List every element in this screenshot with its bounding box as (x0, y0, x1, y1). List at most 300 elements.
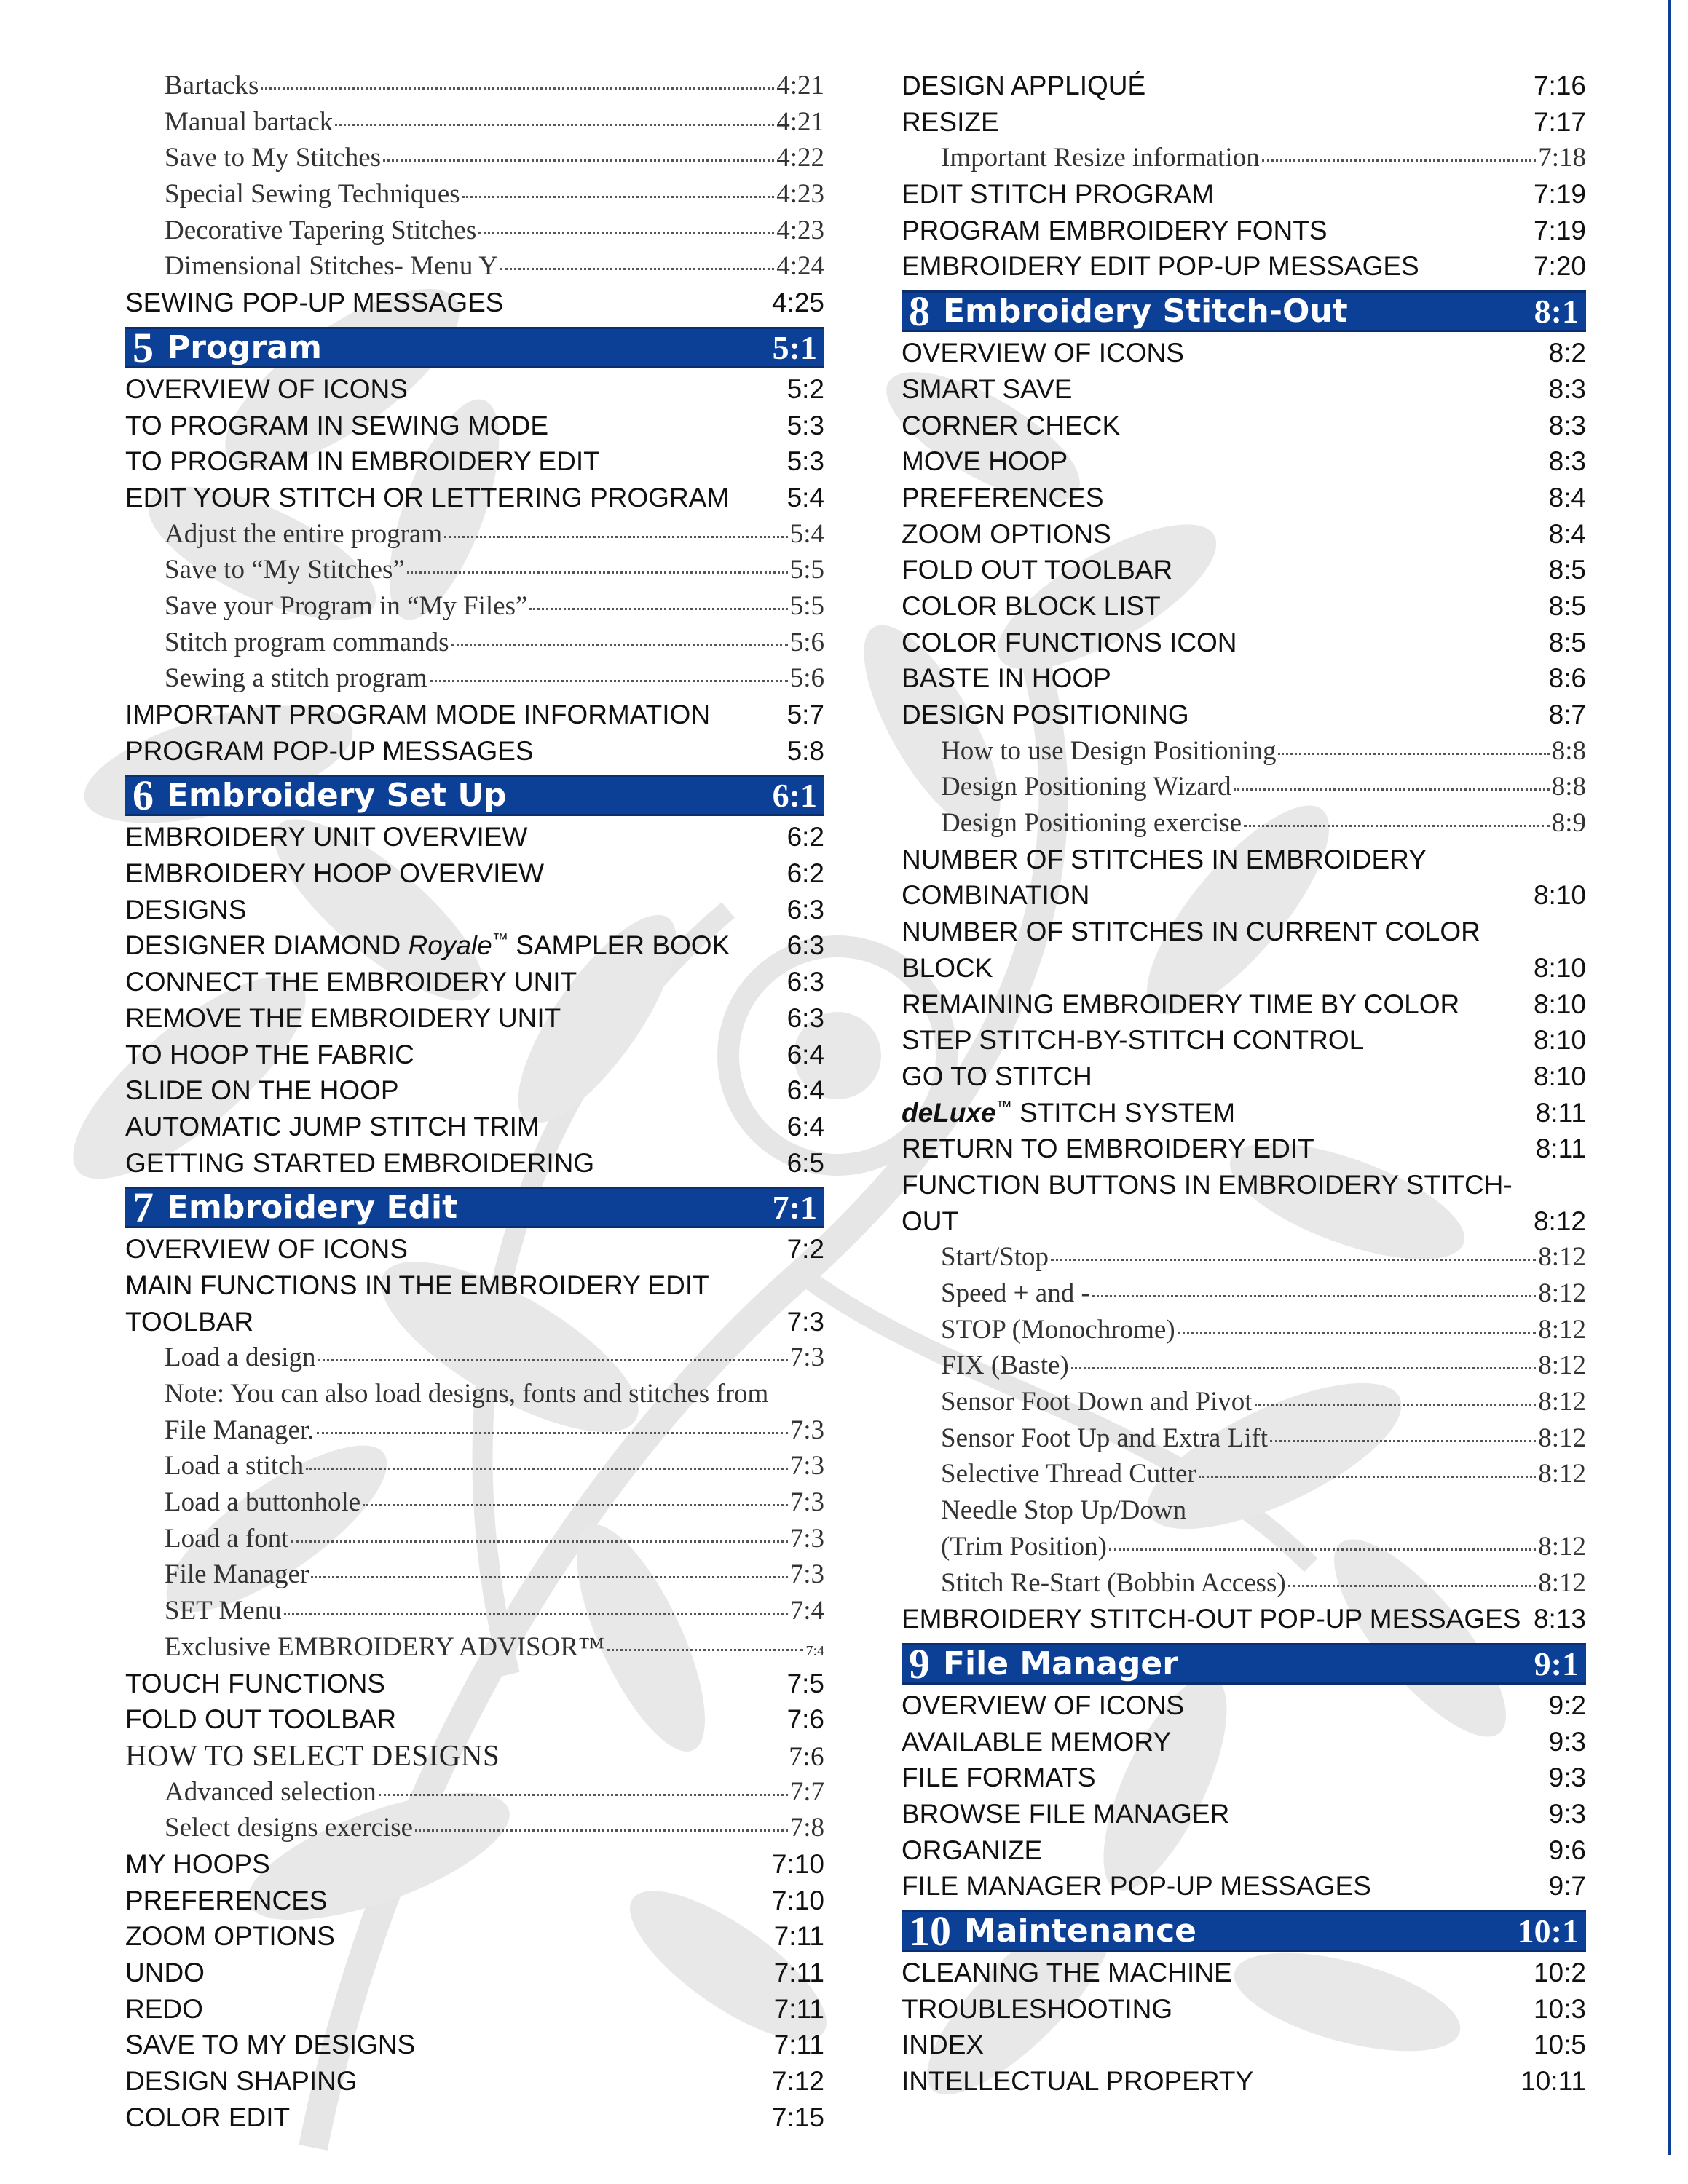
toc-entry-title: Important Resize information (941, 143, 1260, 173)
toc-entry[interactable] (902, 213, 1586, 249)
toc-entry-title: PROGRAM EMBROIDERY FONTS (902, 215, 1328, 245)
toc-entry[interactable] (125, 1072, 824, 1109)
toc-entry[interactable] (125, 892, 824, 928)
section-header-maintenance[interactable] (902, 1907, 1586, 1955)
toc-entry-page: 7:3 (789, 1342, 824, 1373)
toc-entry-page: 8:12 (1538, 1459, 1586, 1489)
toc-entry[interactable] (902, 248, 1586, 285)
title-prefix: DESIGNER DIAMOND (125, 930, 409, 961)
toc-entry-page: 5:4 (786, 482, 824, 513)
toc-entry[interactable] (125, 443, 824, 480)
toc-entry-title: File Manager (165, 1559, 309, 1590)
toc-entry[interactable] (902, 1565, 1586, 1602)
dot-leader (1278, 753, 1549, 755)
toc-entry-page: 8:12 (1538, 1350, 1586, 1381)
toc-entry-title: COLOR BLOCK LIST (902, 590, 1161, 621)
toc-entry-page: 8:12 (1538, 1387, 1586, 1417)
toc-entry-wrapped-line[interactable] (902, 914, 1586, 950)
toc-entry-page: 5:6 (789, 663, 824, 694)
toc-entry[interactable] (125, 927, 824, 964)
toc-entry[interactable] (902, 516, 1586, 553)
toc-entry-title: PREFERENCES (125, 1885, 328, 1915)
toc-entry-title: COMBINATION (902, 880, 1090, 911)
toc-entry[interactable] (902, 1796, 1586, 1832)
toc-entry[interactable] (902, 1688, 1586, 1724)
toc-entry[interactable] (125, 1037, 824, 1073)
toc-entry[interactable] (902, 1131, 1586, 1167)
toc-entry-page: 7:18 (1538, 143, 1586, 173)
toc-right-column (902, 68, 1586, 2100)
toc-entry[interactable] (902, 625, 1586, 661)
toc-entry[interactable] (125, 1918, 824, 1955)
toc-entry-title: RESIZE (902, 106, 999, 137)
toc-entry-title: Stitch Re-Start (Bobbin Access) (941, 1567, 1286, 1598)
toc-entry[interactable] (125, 480, 824, 516)
toc-entry-title: TO HOOP THE FABRIC (125, 1039, 414, 1069)
toc-entry[interactable] (125, 1774, 824, 1811)
section-header-file-manager[interactable] (902, 1639, 1586, 1688)
toc-entry[interactable] (902, 2063, 1586, 2100)
toc-entry-title: OVERVIEW OF ICONS (125, 373, 408, 404)
section-page: 6:1 (772, 777, 817, 815)
toc-entry[interactable] (902, 1384, 1586, 1420)
toc-entry-title: BROWSE FILE MANAGER (902, 1798, 1230, 1829)
toc-entry[interactable] (902, 1955, 1586, 1991)
toc-entry-page: 8:11 (1535, 1133, 1586, 1164)
toc-entry[interactable] (902, 1095, 1586, 1131)
toc-entry-page: 4:23 (776, 179, 824, 210)
toc-entry-page: 7:3 (789, 1487, 824, 1518)
toc-entry-title: Advanced selection (165, 1776, 376, 1807)
toc-entry[interactable] (125, 1701, 824, 1738)
toc-entry[interactable] (902, 1832, 1586, 1869)
toc-entry-title: INTELLECTUAL PROPERTY (902, 2066, 1254, 2097)
toc-entry-title: Note: You can also load designs, fonts and stitches from (165, 1379, 769, 1409)
toc-entry-page: 6:3 (786, 894, 824, 925)
dot-leader (291, 1540, 788, 1543)
toc-entry-page: 8:4 (1548, 518, 1586, 549)
toc-entry-title: SEWING POP-UP MESSAGES (125, 288, 504, 318)
toc-entry-page: 8:10 (1533, 880, 1586, 911)
toc-entry[interactable] (902, 68, 1586, 104)
toc-entry-page: 6:2 (786, 822, 824, 852)
toc-entry[interactable] (902, 733, 1586, 769)
toc-entry[interactable] (902, 552, 1586, 588)
toc-entry-title: EMBROIDERY UNIT OVERVIEW (125, 822, 528, 852)
toc-entry[interactable] (125, 1304, 824, 1340)
toc-entry-title: CLEANING THE MACHINE (902, 1958, 1232, 1987)
toc-entry-title: DESIGNS (125, 894, 247, 925)
toc-entry-page: 10:3 (1533, 1993, 1586, 2024)
toc-entry-title: SET Menu (165, 1596, 282, 1626)
toc-entry-page: 6:3 (786, 1002, 824, 1033)
toc-entry[interactable] (125, 1109, 824, 1145)
toc-entry[interactable] (125, 1593, 824, 1629)
toc-entry[interactable] (125, 1955, 824, 1991)
toc-entry-title: Exclusive EMBROIDERY ADVISOR™ (165, 1631, 605, 1662)
toc-entry-page: 8:12 (1538, 1314, 1586, 1345)
section-number: 10 (909, 1907, 951, 1955)
toc-entry-title: Adjust the entire program (165, 518, 443, 549)
toc-entry-wrapped-line[interactable] (125, 1267, 824, 1304)
toc-entry-page: 5:7 (786, 700, 824, 729)
toc-entry-page: 6:3 (786, 930, 824, 961)
toc-entry[interactable] (125, 1629, 824, 1666)
toc-entry-title: TOUCH FUNCTIONS (125, 1668, 385, 1698)
toc-entry[interactable] (902, 660, 1586, 697)
section-number: 6 (133, 772, 154, 820)
section-header-program[interactable] (125, 323, 824, 371)
toc-entry[interactable] (902, 588, 1586, 625)
toc-entry[interactable] (125, 819, 824, 855)
toc-entry-title: TO PROGRAM IN EMBROIDERY EDIT (125, 446, 600, 477)
brand-deluxe: deLuxe (902, 1097, 996, 1128)
toc-entry[interactable] (125, 1810, 824, 1846)
toc-entry[interactable] (902, 1059, 1586, 1095)
toc-entry[interactable] (125, 1412, 824, 1449)
section-page: 5:1 (772, 328, 817, 366)
section-header-embroidery-edit[interactable] (125, 1184, 824, 1232)
toc-entry-page: 4:21 (776, 71, 824, 100)
brand-royale: Royale (408, 930, 492, 961)
toc-entry[interactable] (125, 733, 824, 769)
section-title: Embroidery Set Up (167, 777, 507, 815)
toc-entry[interactable] (125, 408, 824, 444)
toc-entry[interactable] (125, 1666, 824, 1702)
toc-entry-page: 7:11 (773, 2030, 824, 2060)
toc-entry[interactable] (902, 2027, 1586, 2063)
toc-entry[interactable] (902, 877, 1586, 914)
toc-entry-page: 7:19 (1533, 179, 1586, 210)
toc-entry-title: Needle Stop Up/Down (941, 1495, 1187, 1526)
toc-entry[interactable] (902, 1724, 1586, 1760)
toc-entry[interactable] (902, 1991, 1586, 2027)
toc-entry-page: 7:19 (1533, 215, 1586, 245)
toc-entry-title: Bartacks (165, 71, 259, 100)
toc-entry-title: NUMBER OF STITCHES IN EMBROIDERY (902, 844, 1427, 874)
dot-leader (478, 232, 774, 234)
toc-entry-title: Sewing a stitch program (165, 663, 427, 694)
toc-entry-page: 5:3 (786, 446, 824, 477)
toc-entry-page: 8:12 (1533, 1206, 1586, 1236)
toc-entry-page: 7:11 (773, 1921, 824, 1952)
section-page: 8:1 (1534, 293, 1579, 331)
toc-entry[interactable] (125, 213, 824, 249)
toc-entry-title: STEP STITCH-BY-STITCH CONTROL (902, 1025, 1365, 1056)
toc-entry-page: 4:24 (776, 251, 824, 282)
toc-entry-page: 7:6 (789, 1741, 824, 1772)
toc-entry-page: 7:11 (773, 1958, 824, 1987)
toc-entry-title: Decorative Tapering Stitches (165, 215, 477, 245)
toc-entry[interactable] (125, 1991, 824, 2027)
toc-entry-page: 8:3 (1548, 446, 1586, 477)
toc-entry-page: 6:4 (786, 1075, 824, 1106)
dot-leader (379, 1794, 788, 1796)
toc-entry-page: 4:25 (771, 288, 824, 318)
toc-entry-title: ZOOM OPTIONS (125, 1921, 335, 1952)
toc-entry-title: NUMBER OF STITCHES IN CURRENT COLOR (902, 917, 1480, 947)
toc-entry-title: OVERVIEW OF ICONS (902, 1690, 1184, 1720)
toc-entry-title: OVERVIEW OF ICONS (902, 338, 1184, 368)
toc-entry[interactable] (125, 516, 824, 553)
dot-leader (444, 536, 788, 538)
toc-entry-page: 5:4 (789, 518, 824, 549)
toc-entry[interactable] (125, 1484, 824, 1521)
toc-entry-page: 8:7 (1548, 700, 1586, 729)
toc-entry-title: AUTOMATIC JUMP STITCH TRIM (125, 1111, 540, 1142)
toc-entry-title: SAVE TO MY DESIGNS (125, 2030, 416, 2060)
toc-entry-title: PREFERENCES (902, 482, 1104, 513)
toc-entry-page: 9:7 (1548, 1871, 1586, 1902)
toc-entry[interactable] (125, 1556, 824, 1593)
toc-entry[interactable] (125, 2100, 824, 2136)
toc-entry[interactable] (125, 552, 824, 588)
toc-entry-title: Special Sewing Techniques (165, 179, 460, 210)
toc-entry[interactable] (125, 140, 824, 176)
toc-entry-page: 8:3 (1548, 410, 1586, 440)
toc-entry-page: 7:20 (1533, 251, 1586, 282)
toc-entry[interactable] (902, 1601, 1586, 1637)
toc-entry-page: 8:9 (1551, 808, 1586, 839)
toc-entry[interactable] (125, 371, 824, 408)
toc-entry-title: COLOR EDIT (125, 2102, 291, 2132)
toc-entry-title: UNDO (125, 1958, 205, 1987)
toc-entry-page: 7:15 (771, 2102, 824, 2132)
toc-entry-title: EMBROIDERY EDIT POP-UP MESSAGES (902, 251, 1419, 282)
toc-entry[interactable] (125, 104, 824, 141)
toc-entry-title: EDIT STITCH PROGRAM (902, 179, 1214, 210)
toc-entry[interactable] (125, 1145, 824, 1182)
toc-entry-page: 4:22 (776, 143, 824, 173)
toc-entry[interactable] (125, 2063, 824, 2100)
toc-entry[interactable] (902, 1312, 1586, 1348)
toc-entry-page: 8:5 (1548, 590, 1586, 621)
dot-leader (1244, 825, 1550, 827)
toc-entry-title: Design Positioning exercise (941, 808, 1242, 839)
toc-entry[interactable] (902, 140, 1586, 176)
toc-entry-page: 9:3 (1548, 1762, 1586, 1793)
title-suffix: STITCH SYSTEM (1011, 1097, 1236, 1128)
toc-entry-page: 8:10 (1533, 1025, 1586, 1056)
dot-leader (529, 608, 787, 610)
toc-entry[interactable] (125, 248, 824, 285)
dot-leader (383, 159, 774, 162)
toc-entry[interactable] (902, 769, 1586, 805)
dot-leader (607, 1649, 803, 1651)
toc-entry-page: 8:12 (1538, 1567, 1586, 1598)
toc-entry[interactable] (125, 68, 824, 104)
toc-entry-title: IMPORTANT PROGRAM MODE INFORMATION (125, 700, 711, 729)
toc-entry[interactable] (902, 1868, 1586, 1904)
toc-entry-title: Speed + and - (941, 1278, 1090, 1308)
section-title: Maintenance (964, 1912, 1197, 1950)
toc-entry-title: Load a stitch (165, 1451, 304, 1481)
toc-entry-page: 6:2 (786, 858, 824, 889)
toc-entry[interactable] (125, 697, 824, 733)
toc-entry[interactable] (125, 1231, 824, 1267)
toc-entry[interactable] (902, 950, 1586, 986)
toc-entry[interactable] (902, 1203, 1586, 1240)
toc-entry-title: BLOCK (902, 952, 993, 983)
section-page: 9:1 (1534, 1645, 1579, 1682)
toc-entry-page: 5:5 (789, 555, 824, 585)
toc-entry[interactable] (902, 104, 1586, 141)
toc-entry-title: ZOOM OPTIONS (902, 518, 1111, 549)
toc-entry[interactable] (902, 1022, 1586, 1059)
toc-entry-page: 8:10 (1533, 952, 1586, 983)
dot-leader (1051, 1259, 1536, 1261)
trademark-sign: ™ (995, 1097, 1012, 1116)
toc-entry-title: STOP (Monochrome) (941, 1314, 1175, 1345)
toc-entry-title: PROGRAM POP-UP MESSAGES (125, 735, 534, 766)
toc-entry-title: MOVE HOOP (902, 446, 1068, 477)
toc-entry[interactable] (902, 1275, 1586, 1312)
toc-entry-page: 7:2 (786, 1234, 824, 1265)
toc-entry-title: TO PROGRAM IN SEWING MODE (125, 410, 549, 440)
toc-entry[interactable] (902, 805, 1586, 842)
toc-entry-wrapped-line[interactable] (125, 1376, 824, 1412)
dot-leader (1092, 1295, 1536, 1297)
toc-entry-title: TOOLBAR (125, 1306, 254, 1337)
toc-entry-title: OVERVIEW OF ICONS (125, 1234, 408, 1265)
title-suffix: SAMPLER BOOK (508, 930, 730, 961)
toc-entry[interactable] (902, 1760, 1586, 1796)
toc-entry-page: 8:12 (1538, 1278, 1586, 1308)
toc-entry[interactable] (125, 660, 824, 697)
toc-entry-title (125, 927, 776, 964)
toc-entry[interactable] (902, 443, 1586, 480)
toc-entry[interactable] (125, 625, 824, 661)
toc-entry[interactable] (902, 1348, 1586, 1384)
section-page: 10:1 (1517, 1912, 1579, 1950)
toc-entry-title: RETURN TO EMBROIDERY EDIT (902, 1133, 1314, 1164)
dot-leader (363, 1504, 788, 1506)
toc-entry-wrapped-line[interactable] (902, 842, 1586, 878)
toc-entry[interactable] (902, 1456, 1586, 1492)
dot-leader (1071, 1367, 1537, 1369)
toc-entry-page: 8:5 (1548, 555, 1586, 585)
toc-entry-page: 5:2 (786, 373, 824, 404)
toc-entry[interactable] (125, 285, 824, 321)
toc-entry-wrapped-line[interactable] (902, 1167, 1586, 1203)
toc-entry-page: 9:2 (1548, 1690, 1586, 1720)
toc-entry-title: How to use Design Positioning (941, 735, 1277, 766)
toc-entry-title: COLOR FUNCTIONS ICON (902, 627, 1237, 657)
toc-entry-page: 10:11 (1521, 2066, 1586, 2097)
toc-entry-page: 8:11 (1535, 1097, 1586, 1128)
toc-entry-title: Start/Stop (941, 1242, 1049, 1273)
trademark-sign: ™ (492, 930, 508, 949)
dot-leader (335, 124, 774, 126)
section-number: 7 (133, 1184, 154, 1232)
toc-entry-page: 7:12 (771, 2066, 824, 2097)
toc-entry-title (902, 1095, 1524, 1131)
toc-entry[interactable] (125, 1738, 824, 1774)
toc-entry[interactable] (125, 1000, 824, 1037)
dot-leader (1270, 1440, 1536, 1442)
toc-entry[interactable] (902, 480, 1586, 516)
dot-leader (500, 268, 774, 270)
toc-entry-page: 7:4 (805, 1642, 824, 1659)
toc-entry-page: 8:10 (1533, 1061, 1586, 1091)
dot-leader (462, 196, 775, 198)
section-header-embroidery-stitch-out[interactable] (902, 288, 1586, 336)
toc-entry-page: 8:6 (1548, 663, 1586, 694)
toc-entry[interactable] (125, 1448, 824, 1484)
toc-entry-page: 6:4 (786, 1111, 824, 1142)
toc-entry-page: 5:5 (789, 590, 824, 621)
toc-entry[interactable] (125, 1883, 824, 1919)
toc-entry-title: FILE MANAGER POP-UP MESSAGES (902, 1871, 1371, 1902)
toc-entry-title: REMOVE THE EMBROIDERY UNIT (125, 1002, 561, 1033)
toc-entry-page: 6:3 (786, 967, 824, 997)
toc-entry-title: Design Positioning Wizard (941, 772, 1231, 802)
toc-entry-page: 8:3 (1548, 373, 1586, 404)
toc-entry-title: DESIGN APPLIQUÉ (902, 71, 1146, 100)
toc-entry-page: 7:3 (789, 1415, 824, 1445)
toc-entry[interactable] (902, 697, 1586, 733)
section-number: 8 (909, 288, 930, 336)
toc-entry-title: EDIT YOUR STITCH OR LETTERING PROGRAM (125, 482, 730, 513)
toc-entry-title: Save your Program in “My Files” (165, 590, 528, 621)
toc-entry[interactable] (902, 408, 1586, 444)
toc-entry[interactable] (902, 176, 1586, 213)
toc-entry-title: Selective Thread Cutter (941, 1459, 1196, 1489)
toc-entry-title: BASTE IN HOOP (902, 663, 1111, 694)
toc-entry[interactable] (902, 335, 1586, 371)
section-header-embroidery-set-up[interactable] (125, 772, 824, 820)
toc-entry-title: Load a design (165, 1342, 316, 1373)
dot-leader (1262, 159, 1537, 162)
toc-entry-page: 7:10 (771, 1848, 824, 1879)
toc-entry[interactable] (902, 371, 1586, 408)
toc-entry[interactable] (125, 176, 824, 213)
toc-entry[interactable] (125, 588, 824, 625)
toc-entry-page: 8:8 (1551, 772, 1586, 802)
toc-entry[interactable] (125, 1846, 824, 1883)
toc-entry-title: (Trim Position) (941, 1531, 1107, 1562)
toc-entry[interactable] (125, 964, 824, 1000)
toc-entry[interactable] (902, 986, 1586, 1023)
dot-leader (1255, 1404, 1537, 1406)
toc-entry[interactable] (125, 1340, 824, 1376)
section-page: 7:1 (772, 1189, 817, 1227)
dot-leader (1234, 788, 1550, 791)
section-title: File Manager (943, 1645, 1178, 1682)
dot-leader (430, 680, 788, 682)
toc-entry-page: 4:23 (776, 215, 824, 245)
toc-entry-wrapped-line[interactable] (902, 1492, 1586, 1529)
dot-leader (318, 1359, 788, 1361)
toc-entry-title: Load a buttonhole (165, 1487, 361, 1518)
dot-leader (407, 571, 788, 574)
toc-entry[interactable] (125, 2027, 824, 2063)
toc-entry-title: MY HOOPS (125, 1848, 270, 1879)
toc-entry-page: 6:5 (786, 1147, 824, 1178)
dot-leader (451, 644, 788, 646)
toc-entry-page: 6:4 (786, 1039, 824, 1069)
toc-entry[interactable] (125, 1521, 824, 1557)
toc-entry-page: 10:5 (1533, 2030, 1586, 2060)
toc-entry-title: MAIN FUNCTIONS IN THE EMBROIDERY EDIT (125, 1270, 709, 1300)
toc-entry-title: FIX (Baste) (941, 1350, 1069, 1381)
toc-entry-page: 5:6 (789, 627, 824, 657)
toc-entry-title: SLIDE ON THE HOOP (125, 1075, 399, 1106)
toc-entry[interactable] (902, 1420, 1586, 1457)
toc-entry[interactable] (902, 1239, 1586, 1275)
toc-entry[interactable] (902, 1529, 1586, 1565)
toc-entry[interactable] (125, 855, 824, 892)
